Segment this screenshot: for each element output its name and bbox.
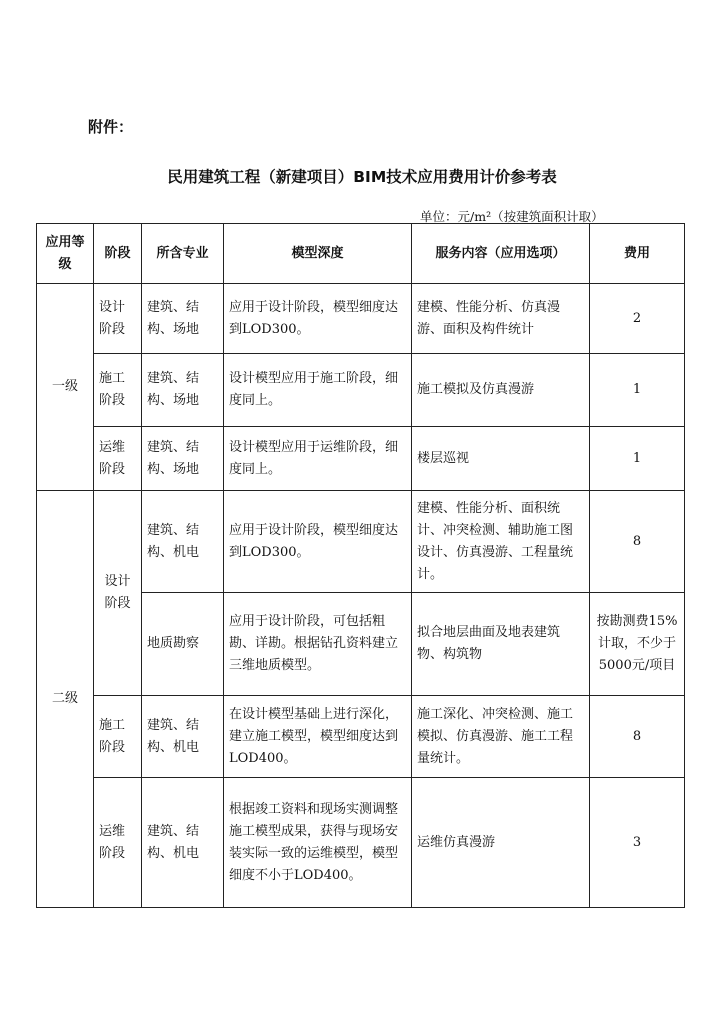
stage-cell: 施工阶段: [94, 696, 142, 778]
service-cell: 施工模拟及仿真漫游: [412, 354, 590, 427]
level-cell: 一级: [37, 284, 94, 491]
depth-cell: 设计模型应用于施工阶段，细度同上。: [224, 354, 412, 427]
table-row: [37, 778, 685, 908]
depth-cell: 应用于设计阶段，模型细度达到LOD300。: [224, 491, 412, 593]
stage-cell: 设计阶段: [94, 284, 142, 354]
header-fee: 费用: [590, 224, 685, 284]
table-row: [37, 284, 685, 354]
service-cell: 运维仿真漫游: [412, 778, 590, 908]
depth-cell: 在设计模型基础上进行深化，建立施工模型，模型细度达到LOD400。: [224, 696, 412, 778]
disciplines-cell: 建筑、结构、机电: [142, 491, 224, 593]
table-row: [37, 491, 685, 593]
header-stage: 阶段: [94, 224, 142, 284]
table-row: [37, 354, 685, 427]
fee-cell: 1: [590, 427, 685, 491]
header-disciplines: 所含专业: [142, 224, 224, 284]
table-row: [37, 427, 685, 491]
service-cell: 建模、性能分析、面积统计、冲突检测、辅助施工图设计、仿真漫游、工程量统计。: [412, 491, 590, 593]
disciplines-cell: 建筑、结构、场地: [142, 427, 224, 491]
fee-cell: 2: [590, 284, 685, 354]
header-row: [37, 224, 685, 284]
stage-cell: 施工阶段: [94, 354, 142, 427]
depth-cell: 应用于设计阶段，可包括粗勘、详勘。根据钻孔资料建立三维地质模型。: [224, 593, 412, 696]
header-level: 应用等级: [37, 224, 94, 284]
depth-cell: 应用于设计阶段，模型细度达到LOD300。: [224, 284, 412, 354]
disciplines-cell: 建筑、结构、场地: [142, 354, 224, 427]
service-cell: 施工深化、冲突检测、施工模拟、仿真漫游、施工工程量统计。: [412, 696, 590, 778]
depth-cell: 根据竣工资料和现场实测调整施工模型成果，获得与现场安装实际一致的运维模型，模型细度不小于LOD400。: [224, 778, 412, 908]
attachment-label: 附件：: [88, 118, 134, 136]
disciplines-cell: 建筑、结构、机电: [142, 696, 224, 778]
level-cell: 二级: [37, 491, 94, 908]
table-row: [37, 696, 685, 778]
page-title: 民用建筑工程（新建项目）BIM技术应用费用计价参考表: [167, 168, 557, 186]
service-cell: 建模、性能分析、仿真漫游、面积及构件统计: [412, 284, 590, 354]
service-cell: 楼层巡视: [412, 427, 590, 491]
disciplines-cell: 地质勘察: [142, 593, 224, 696]
fee-cell: 8: [590, 696, 685, 778]
fee-cell: 按勘测费15%计取，不少于5000元/项目: [590, 593, 685, 696]
depth-cell: 设计模型应用于运维阶段，细度同上。: [224, 427, 412, 491]
fee-reference-table: [36, 223, 685, 908]
header-service: 服务内容（应用选项）: [412, 224, 590, 284]
header-model-depth: 模型深度: [224, 224, 412, 284]
fee-cell: 3: [590, 778, 685, 908]
disciplines-cell: 建筑、结构、场地: [142, 284, 224, 354]
stage-cell: 设计阶段: [94, 491, 142, 696]
disciplines-cell: 建筑、结构、机电: [142, 778, 224, 908]
service-cell: 拟合地层曲面及地表建筑物、构筑物: [412, 593, 590, 696]
stage-cell: 运维阶段: [94, 427, 142, 491]
fee-cell: 8: [590, 491, 685, 593]
unit-note: 单位：元/m²（按建筑面积计取）: [420, 209, 604, 224]
fee-cell: 1: [590, 354, 685, 427]
stage-cell: 运维阶段: [94, 778, 142, 908]
